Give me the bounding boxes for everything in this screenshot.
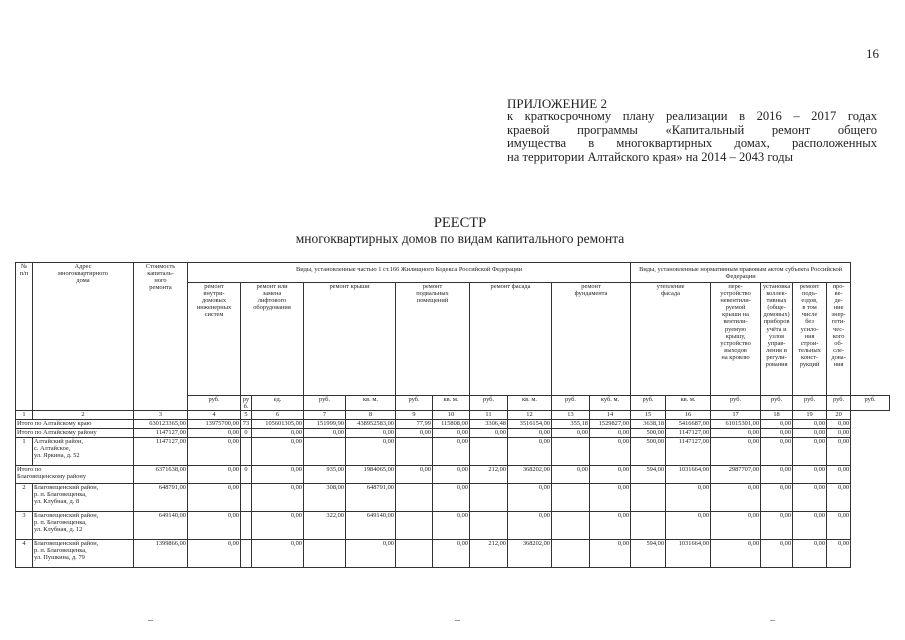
value-cell	[396, 438, 433, 466]
col-number: 2	[33, 411, 134, 420]
unit-cell: куб. м.	[590, 396, 631, 411]
total-row	[16, 429, 890, 438]
value-cell: 0,00	[761, 540, 793, 568]
value-cell	[631, 512, 666, 540]
value-cell	[241, 540, 252, 568]
value-cell	[631, 484, 666, 512]
value-cell: 0,00	[761, 484, 793, 512]
value-cell: 3516154,00	[508, 420, 552, 429]
col-number: 12	[508, 411, 552, 420]
value-cell: 0,00	[396, 466, 433, 484]
row-number: 1	[16, 438, 33, 466]
value-cell	[552, 540, 590, 568]
value-cell: 935,00	[304, 466, 346, 484]
col-group-federal: Виды, установленные частью 1 ст.166 Жилищного Кодекса Российской Федерации	[188, 263, 631, 283]
unit-cell: ед.	[252, 396, 304, 411]
value-cell: 0,00	[470, 429, 508, 438]
value-cell: 0,00	[252, 429, 304, 438]
col-header-roof: ремонт крыши	[304, 283, 396, 396]
value-cell	[241, 438, 252, 466]
value-cell	[552, 512, 590, 540]
total-row	[16, 420, 890, 429]
value-cell: 0,00	[252, 512, 304, 540]
page-number: 16	[866, 46, 879, 61]
appendix-title: ПРИЛОЖЕНИЕ 2	[507, 96, 607, 111]
value-cell: 0,00	[761, 466, 793, 484]
value-cell: 0,00	[711, 512, 761, 540]
value-cell	[396, 484, 433, 512]
value-cell: 0,00	[552, 429, 590, 438]
value-cell: 322,00	[304, 512, 346, 540]
col-header-roof-rebuild: пере- устройство невентили- руемой крыши на вентили- руемую крышу, устройство выходов на кровлю	[711, 283, 761, 396]
value-cell: 5416687,00	[666, 420, 711, 429]
unit-cell: руб.	[827, 396, 851, 411]
table-row	[16, 484, 890, 512]
value-cell: 0,00	[433, 438, 470, 466]
value-cell: 0,00	[793, 438, 827, 466]
value-cell: 0,00	[252, 540, 304, 568]
value-cell	[396, 512, 433, 540]
value-cell: 649140,00	[346, 512, 396, 540]
col-header-insulation: утепление фасада	[631, 283, 711, 396]
value-cell: 0,00	[188, 429, 241, 438]
value-cell: 355,18	[552, 420, 590, 429]
value-cell: 649140,00	[134, 512, 188, 540]
col-number: 17	[711, 411, 761, 420]
unit-cell: руб.	[470, 396, 508, 411]
unit-cell: руб.	[552, 396, 590, 411]
value-cell: 0,00	[252, 466, 304, 484]
value-cell: 0,00	[188, 540, 241, 568]
registry-table	[15, 262, 890, 568]
value-cell: 0,00	[346, 438, 396, 466]
value-cell: 0,00	[827, 484, 851, 512]
col-group-regional: Виды, установленные нормативным правовым актом субъекта Российской Федерации	[631, 263, 851, 283]
value-cell: 151999,90	[304, 420, 346, 429]
value-cell: 1529827,00	[590, 420, 631, 429]
value-cell: 212,00	[470, 540, 508, 568]
value-cell: 115808,00	[433, 420, 470, 429]
value-cell: 0,00	[188, 484, 241, 512]
value-cell: 3638,18	[631, 420, 666, 429]
value-cell: 0,00	[793, 540, 827, 568]
value-cell: 73	[241, 420, 252, 429]
house-address: Благовещенский район, р. п. Благовещенка, ул. Клубная, д. 8	[33, 484, 134, 512]
value-cell: 0,00	[761, 429, 793, 438]
unit-cell: руб.	[396, 396, 433, 411]
value-cell	[470, 484, 508, 512]
scan-mark	[770, 620, 775, 621]
value-cell: 368202,00	[508, 540, 552, 568]
house-address: Алтайский район, с. Алтайское, ул. Яркина, д. 52	[33, 438, 134, 466]
unit-cell: кв. м.	[666, 396, 711, 411]
value-cell: 1399866,00	[134, 540, 188, 568]
registry-subtitle: многоквартирных домов по видам капитального ремонта	[295, 231, 625, 246]
value-cell: 0,00	[508, 438, 552, 466]
row-number: 3	[16, 512, 33, 540]
col-number: 10	[433, 411, 470, 420]
value-cell: 0,00	[346, 429, 396, 438]
col-header-meters: установка коллек- тивных (обще- домовых) приборов учёта и узлов управ- ления и регули- рования	[761, 283, 793, 396]
value-cell: 0,00	[508, 512, 552, 540]
table-row	[16, 540, 890, 568]
value-cell: 61015301,00	[711, 420, 761, 429]
value-cell: 630123365,00	[134, 420, 188, 429]
col-number: 9	[396, 411, 433, 420]
value-cell: 0,00	[827, 438, 851, 466]
col-header-energy: про- ве- де- ние энер- гети- чес- кого об- сле- дова- ния	[827, 283, 851, 396]
col-number: 6	[252, 411, 304, 420]
col-header-foundation: ремонт фундамента	[552, 283, 631, 396]
value-cell: 0,00	[304, 429, 346, 438]
col-number: 3	[134, 411, 188, 420]
value-cell: 0,00	[433, 466, 470, 484]
value-cell: 0,00	[433, 540, 470, 568]
value-cell: 500,00	[631, 438, 666, 466]
col-number: 18	[761, 411, 793, 420]
col-number: 14	[590, 411, 631, 420]
value-cell: 1031664,00	[666, 466, 711, 484]
unit-cell: руб.	[631, 396, 666, 411]
value-cell: 648791,00	[134, 484, 188, 512]
value-cell	[552, 484, 590, 512]
col-number: 13	[552, 411, 590, 420]
col-number: 11	[470, 411, 508, 420]
value-cell: 1147127,00	[134, 429, 188, 438]
col-number: 15	[631, 411, 666, 420]
house-address: Благовещенский район, р. п. Благовещенка, ул. Клубная, д. 12	[33, 512, 134, 540]
value-cell	[304, 438, 346, 466]
unit-cell: руб.	[188, 396, 241, 411]
value-cell: 500,00	[631, 429, 666, 438]
value-cell: 0,00	[252, 484, 304, 512]
value-cell: 0,00	[761, 512, 793, 540]
value-cell	[396, 540, 433, 568]
unit-cell: руб.	[793, 396, 827, 411]
value-cell: 77,99	[396, 420, 433, 429]
value-cell: 0,00	[827, 540, 851, 568]
value-cell: 0,00	[827, 429, 851, 438]
total-row	[16, 466, 890, 484]
value-cell: 0	[241, 466, 252, 484]
value-cell: 0,00	[552, 466, 590, 484]
col-number: 8	[346, 411, 396, 420]
value-cell: 1147127,00	[134, 438, 188, 466]
value-cell: 6371638,00	[134, 466, 188, 484]
value-cell: 0,00	[396, 429, 433, 438]
unit-cell: кв. м.	[433, 396, 470, 411]
value-cell: 1031664,00	[666, 540, 711, 568]
value-cell	[304, 540, 346, 568]
value-cell: 0,00	[666, 484, 711, 512]
col-number: 16	[666, 411, 711, 420]
value-cell: 0,00	[793, 484, 827, 512]
value-cell: 0,00	[590, 484, 631, 512]
col-number: 20	[827, 411, 851, 420]
col-number: 4	[188, 411, 241, 420]
value-cell: 0,00	[761, 420, 793, 429]
col-header-cost: Стоимость капиталь- ного ремонта	[134, 263, 188, 411]
value-cell	[241, 512, 252, 540]
value-cell: 13975700,00	[188, 420, 241, 429]
value-cell: 0,00	[827, 512, 851, 540]
value-cell: 1147127,00	[666, 429, 711, 438]
table-row	[16, 512, 890, 540]
unit-cell: руб.	[851, 396, 890, 411]
value-cell: 0,00	[793, 420, 827, 429]
value-cell: 3306,48	[470, 420, 508, 429]
unit-cell: руб.	[304, 396, 346, 411]
value-cell: 594,00	[631, 540, 666, 568]
unit-cell: руб.	[711, 396, 761, 411]
value-cell: 0,00	[827, 466, 851, 484]
value-cell: 0,00	[793, 429, 827, 438]
value-cell	[470, 512, 508, 540]
value-cell: 0,00	[433, 484, 470, 512]
value-cell: 438952583,00	[346, 420, 396, 429]
value-cell: 2987707,00	[711, 466, 761, 484]
unit-cell: кв. м.	[346, 396, 396, 411]
col-header-facade: ремонт фасада	[470, 283, 552, 396]
value-cell: 0,00	[590, 438, 631, 466]
appendix-line: на территории Алтайского края» на 2014 – 2043 годы	[507, 149, 793, 164]
value-cell: 0,00	[433, 429, 470, 438]
value-cell: 0,00	[590, 512, 631, 540]
house-address: Благовещенский район, р. п. Благовещенка, ул. Пушкина, д. 79	[33, 540, 134, 568]
value-cell: 0,00	[761, 438, 793, 466]
value-cell: 0,00	[590, 429, 631, 438]
value-cell: 0,00	[711, 540, 761, 568]
appendix-line: имущества в многоквартирных домах, расположенных	[507, 136, 877, 151]
total-label: Итого по Алтайскому району	[16, 429, 134, 438]
value-cell: 308,00	[304, 484, 346, 512]
col-header-basement: ремонт подвальных помещений	[396, 283, 470, 396]
value-cell: 0,00	[188, 438, 241, 466]
unit-cell: руб.	[241, 396, 252, 411]
registry-title: РЕЕСТР	[433, 215, 487, 231]
col-header-elevator: ремонт или замена лифтового оборудования	[241, 283, 304, 396]
value-cell: 105601305,00	[252, 420, 304, 429]
row-number: 4	[16, 540, 33, 568]
value-cell: 1147127,00	[666, 438, 711, 466]
value-cell: 0,00	[711, 484, 761, 512]
value-cell: 212,00	[470, 466, 508, 484]
value-cell	[241, 484, 252, 512]
scan-mark	[148, 620, 153, 621]
col-header-engineering: ремонт внутри- домовых инженерных систем	[188, 283, 241, 396]
col-number: 19	[793, 411, 827, 420]
col-header-address: Адрес многоквартирного дома	[33, 263, 134, 411]
scan-mark	[455, 620, 460, 621]
value-cell: 0,00	[793, 466, 827, 484]
registry-table-body	[16, 420, 890, 568]
value-cell: 0,00	[793, 512, 827, 540]
col-header-entrance-repair: ремонт подъ- ездов, в том числе без усило- ния строи- тельных конст- рукций	[793, 283, 827, 396]
value-cell: 0,00	[827, 420, 851, 429]
value-cell: 0,00	[433, 512, 470, 540]
unit-cell: руб.	[761, 396, 793, 411]
col-number: 1	[16, 411, 33, 420]
total-label: Итого по Благовещенскому району	[16, 466, 134, 484]
value-cell	[552, 438, 590, 466]
total-label: Итого по Алтайскому краю	[16, 420, 134, 429]
appendix-block	[507, 97, 877, 164]
value-cell: 0,00	[346, 540, 396, 568]
value-cell: 0,00	[252, 438, 304, 466]
col-header-num: № п/п	[16, 263, 33, 411]
value-cell: 368202,00	[508, 466, 552, 484]
value-cell: 594,00	[631, 466, 666, 484]
value-cell: 0,00	[508, 429, 552, 438]
value-cell: 0	[241, 429, 252, 438]
col-number: 7	[304, 411, 346, 420]
table-row	[16, 438, 890, 466]
value-cell: 0,00	[711, 429, 761, 438]
value-cell: 0,00	[188, 512, 241, 540]
value-cell: 0,00	[188, 466, 241, 484]
value-cell: 1984065,00	[346, 466, 396, 484]
value-cell: 0,00	[508, 484, 552, 512]
value-cell: 0,00	[711, 438, 761, 466]
appendix-line: краевой программы «Капитальный ремонт общего	[507, 122, 877, 137]
col-number: 5	[241, 411, 252, 420]
value-cell	[470, 438, 508, 466]
value-cell: 0,00	[590, 466, 631, 484]
unit-cell: кв. м.	[508, 396, 552, 411]
value-cell: 648791,00	[346, 484, 396, 512]
row-number: 2	[16, 484, 33, 512]
appendix-line: к краткосрочному плану реализации в 2016 – 2017 годах	[507, 109, 877, 124]
value-cell: 0,00	[590, 540, 631, 568]
value-cell: 0,00	[666, 512, 711, 540]
